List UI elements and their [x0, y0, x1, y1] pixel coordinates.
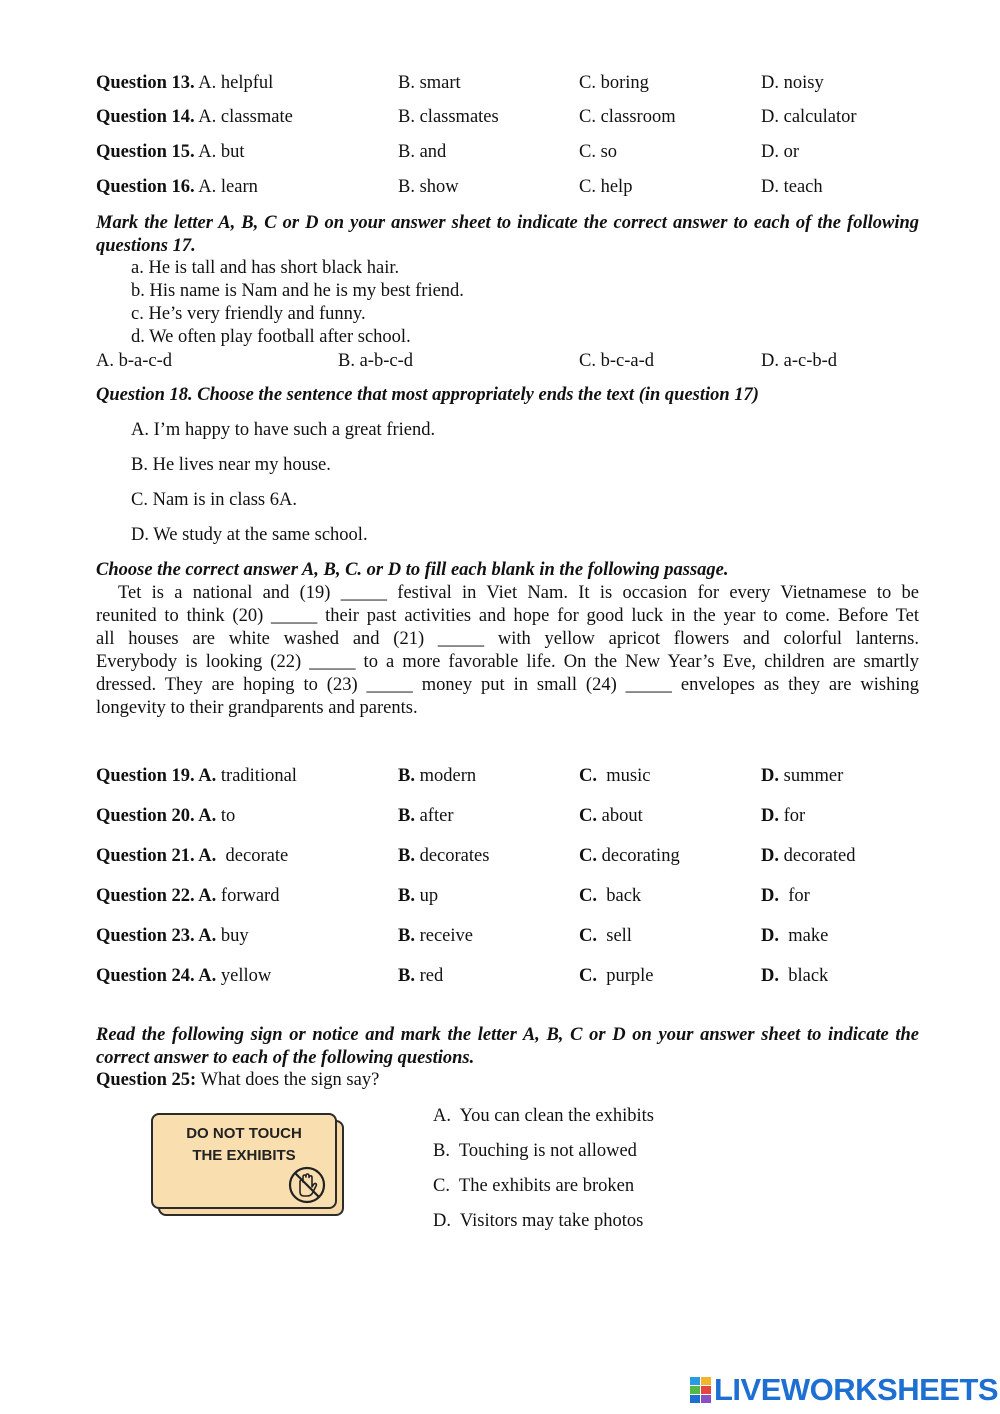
option-c[interactable]: sell — [606, 926, 632, 946]
option-d[interactable]: make — [788, 926, 829, 946]
no-touch-hand-icon — [287, 1165, 327, 1205]
sentence-c: c. He’s very friendly and funny. — [131, 304, 366, 324]
letter-b: B. — [398, 966, 415, 986]
question-label: Question 19. A. — [96, 766, 217, 786]
question-row — [0, 926, 1000, 950]
option-letter: B. — [433, 1141, 450, 1161]
instruction-q17: Mark the letter A, B, C or D on your answer sheet to indicate the correct answer to each of the following questions 17. — [96, 213, 919, 256]
option-a[interactable] — [433, 1106, 654, 1127]
sentence-d: d. We often play football after school. — [131, 327, 411, 347]
question-label: Question 25: — [96, 1070, 197, 1090]
question-row — [0, 806, 1000, 830]
option-d[interactable]: D. or — [761, 142, 800, 162]
question-row — [0, 886, 1000, 910]
question-label: Question 22. A. — [96, 886, 217, 906]
option-c[interactable]: C. help — [579, 177, 633, 197]
option-a[interactable]: decorate — [225, 846, 289, 866]
option-letter: D. — [433, 1211, 451, 1231]
question-label: Question 21. A. — [96, 846, 217, 866]
option-b[interactable] — [433, 1141, 637, 1162]
option-d[interactable]: summer — [783, 766, 844, 786]
question-row — [0, 177, 1000, 201]
option-c[interactable]: C. b-c-a-d — [579, 351, 654, 371]
option-a[interactable]: to — [220, 806, 236, 826]
sentence-a: a. He is tall and has short black hair. — [131, 258, 400, 278]
option-b[interactable]: B. show — [398, 177, 459, 197]
option-c[interactable]: C. classroom — [579, 107, 676, 127]
letter-d: D. — [761, 926, 779, 946]
option-text: The exhibits are broken — [458, 1176, 635, 1196]
option-a[interactable]: yellow — [220, 966, 272, 986]
letter-b: B. — [398, 766, 415, 786]
option-a[interactable]: buy — [220, 926, 249, 946]
question-label: Question 24. A. — [96, 966, 217, 986]
option-letter: C. — [433, 1176, 450, 1196]
option-d[interactable]: D. noisy — [761, 73, 824, 93]
option-c[interactable]: C. Nam is in class 6A. — [131, 490, 297, 510]
passage-instruction: Choose the correct answer A, B, C. or D to fill each blank in the following passage. — [96, 560, 729, 580]
option-text: Touching is not allowed — [458, 1141, 637, 1161]
option-letter: A. — [433, 1106, 451, 1126]
option-d[interactable]: decorated — [783, 846, 856, 866]
option-c[interactable]: C. boring — [579, 73, 649, 93]
question-prompt: What does the sign say? — [200, 1070, 380, 1090]
notice-sign — [151, 1113, 337, 1209]
option-b[interactable]: B. smart — [398, 73, 461, 93]
option-text: You can clean the exhibits — [459, 1106, 654, 1126]
logo-text: LIVEWORKSHEETS — [714, 1372, 999, 1407]
sentence-b: b. His name is Nam and he is my best friend. — [131, 281, 464, 301]
option-c[interactable] — [433, 1176, 634, 1197]
letter-c: C. — [579, 926, 597, 946]
option-a[interactable]: A. but — [198, 142, 245, 162]
option-b[interactable]: decorates — [419, 846, 490, 866]
letter-b: B. — [398, 886, 415, 906]
passage-line: reunited to think (20) _____ their past activities and hope for good luck in the year to come. Before Tet — [96, 606, 919, 626]
option-c[interactable]: C. so — [579, 142, 618, 162]
option-a[interactable]: A. b-a-c-d — [96, 351, 173, 371]
passage-line: longevity to their grandparents and parents. — [96, 698, 418, 718]
option-a[interactable]: A. helpful — [198, 73, 274, 93]
letter-d: D. — [761, 886, 779, 906]
option-b[interactable]: red — [419, 966, 444, 986]
question-25 — [96, 1070, 379, 1091]
option-d[interactable]: D. a-c-b-d — [761, 351, 838, 371]
option-d[interactable]: D. teach — [761, 177, 823, 197]
option-a[interactable]: A. learn — [198, 177, 258, 197]
option-a[interactable]: A. classmate — [198, 107, 293, 127]
option-b[interactable]: B. classmates — [398, 107, 499, 127]
option-text: Visitors may take photos — [459, 1211, 644, 1231]
question-label: Question 20. A. — [96, 806, 217, 826]
passage-line: all houses are white washed and (21) _____ with yellow apricot flowers and colorful lanterns. — [96, 629, 919, 649]
letter-d: D. — [761, 846, 779, 866]
question-row — [0, 846, 1000, 870]
sign-line-2: THE EXHIBITS — [192, 1147, 296, 1164]
option-c[interactable]: decorating — [601, 846, 680, 866]
letter-b: B. — [398, 846, 415, 866]
passage-line: Tet is a national and (19) _____ festival in Viet Nam. It is occasion for every Vietnamese to be — [118, 583, 919, 603]
option-d[interactable]: for — [788, 886, 810, 906]
letter-c: C. — [579, 846, 597, 866]
option-d[interactable]: for — [783, 806, 806, 826]
question-row — [0, 142, 1000, 166]
option-b[interactable]: modern — [419, 766, 477, 786]
option-c[interactable]: back — [606, 886, 642, 906]
sign-line-1: DO NOT TOUCH — [186, 1125, 302, 1142]
question-row — [0, 73, 1000, 97]
letter-c: C. — [579, 806, 597, 826]
letter-c: C. — [579, 766, 597, 786]
option-b[interactable]: up — [419, 886, 439, 906]
letter-c: C. — [579, 966, 597, 986]
option-d[interactable] — [433, 1211, 643, 1232]
option-a[interactable]: forward — [220, 886, 280, 906]
letter-d: D. — [761, 806, 779, 826]
letter-b: B. — [398, 926, 415, 946]
option-b[interactable]: B. He lives near my house. — [131, 455, 331, 475]
option-b[interactable]: after — [419, 806, 454, 826]
passage-line: dressed. They are hoping to (23) _____ money put in small (24) _____ envelopes as they are wishing — [96, 675, 919, 695]
question-label: Question 14. — [96, 107, 195, 127]
option-d[interactable]: black — [788, 966, 829, 986]
option-c[interactable]: about — [601, 806, 643, 826]
option-a[interactable]: traditional — [220, 766, 297, 786]
option-b[interactable]: B. and — [398, 142, 447, 162]
option-c[interactable]: purple — [606, 966, 654, 986]
option-b[interactable]: receive — [419, 926, 473, 946]
letter-c: C. — [579, 886, 597, 906]
passage-line: Everybody is looking (22) _____ to a more favorable life. On the New Year’s Eve, children are smartly — [96, 652, 919, 672]
question-18-prompt: Question 18. Choose the sentence that most appropriately ends the text (in question 17) — [96, 385, 759, 405]
question-label: Question 13. — [96, 73, 195, 93]
question-row — [0, 966, 1000, 990]
question-label: Question 16. — [96, 177, 195, 197]
instruction-q25: Read the following sign or notice and mark the letter A, B, C or D on your answer sheet to indicate the correct answer to each of the following questions. — [96, 1025, 919, 1068]
question-row — [0, 766, 1000, 790]
letter-d: D. — [761, 766, 779, 786]
letter-b: B. — [398, 806, 415, 826]
q17-options — [0, 351, 1000, 375]
option-d[interactable]: D. We study at the same school. — [131, 525, 368, 545]
option-c[interactable]: music — [606, 766, 651, 786]
question-label: Question 23. A. — [96, 926, 217, 946]
option-d[interactable]: D. calculator — [761, 107, 857, 127]
option-b[interactable]: B. a-b-c-d — [338, 351, 413, 371]
question-row — [0, 107, 1000, 131]
logo-mark-icon — [690, 1377, 712, 1403]
letter-d: D. — [761, 966, 779, 986]
question-label: Question 15. — [96, 142, 195, 162]
option-a[interactable]: A. I’m happy to have such a great friend. — [131, 420, 436, 440]
